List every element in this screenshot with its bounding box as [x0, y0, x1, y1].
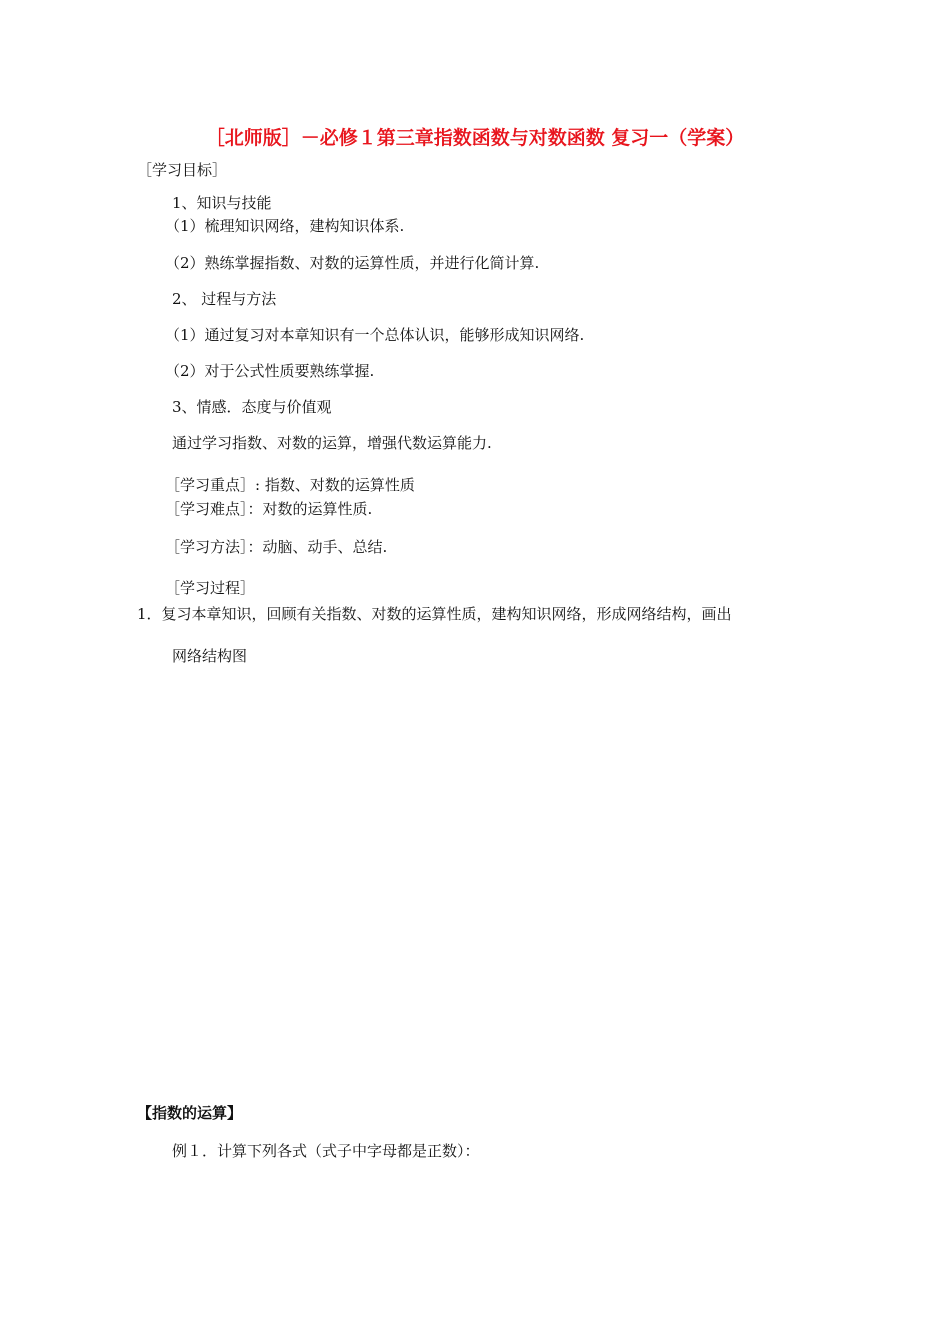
process-section-heading: ［学习过程］ [165, 579, 256, 597]
process-item-1: （1）通过复习对本章知识有一个总体认识，能够形成知识网络. [165, 326, 585, 344]
difficulties: ［学习难点］：对数的运算性质. [165, 500, 373, 518]
emotion-text: 通过学习指数、对数的运算，增强代数运算能力. [172, 434, 492, 452]
key-points: ［学习重点］: 指数、对数的运算性质 [165, 476, 415, 494]
process-methods-heading: 2、 过程与方法 [172, 290, 277, 308]
process-item-2: （2）对于公式性质要熟练掌握. [165, 362, 375, 380]
objectives-heading: ［学习目标］ [137, 161, 228, 179]
example-1: 例１．计算下列各式（式子中字母都是正数）： [172, 1142, 480, 1160]
step-1: 1．复习本章知识，回顾有关指数、对数的运算性质，建构知识网络，形成网络结构，画出 [137, 605, 732, 623]
knowledge-skills-heading: 1、知识与技能 [172, 194, 272, 212]
step-1-continuation: 网络结构图 [172, 647, 248, 665]
emotion-heading: 3、情感．态度与价值观 [172, 398, 332, 416]
exponent-section-heading: 【指数的运算】 [137, 1104, 243, 1122]
methods: ［学习方法］：动脑、动手、总结. [165, 538, 388, 556]
document-title: ［北师版］－必修１第三章指数函数与对数函数 复习一（学案） [205, 127, 745, 149]
knowledge-item-2: （2）熟练掌握指数、对数的运算性质，并进行化简计算. [165, 254, 540, 272]
knowledge-item-1: （1）梳理知识网络，建构知识体系. [165, 217, 405, 235]
